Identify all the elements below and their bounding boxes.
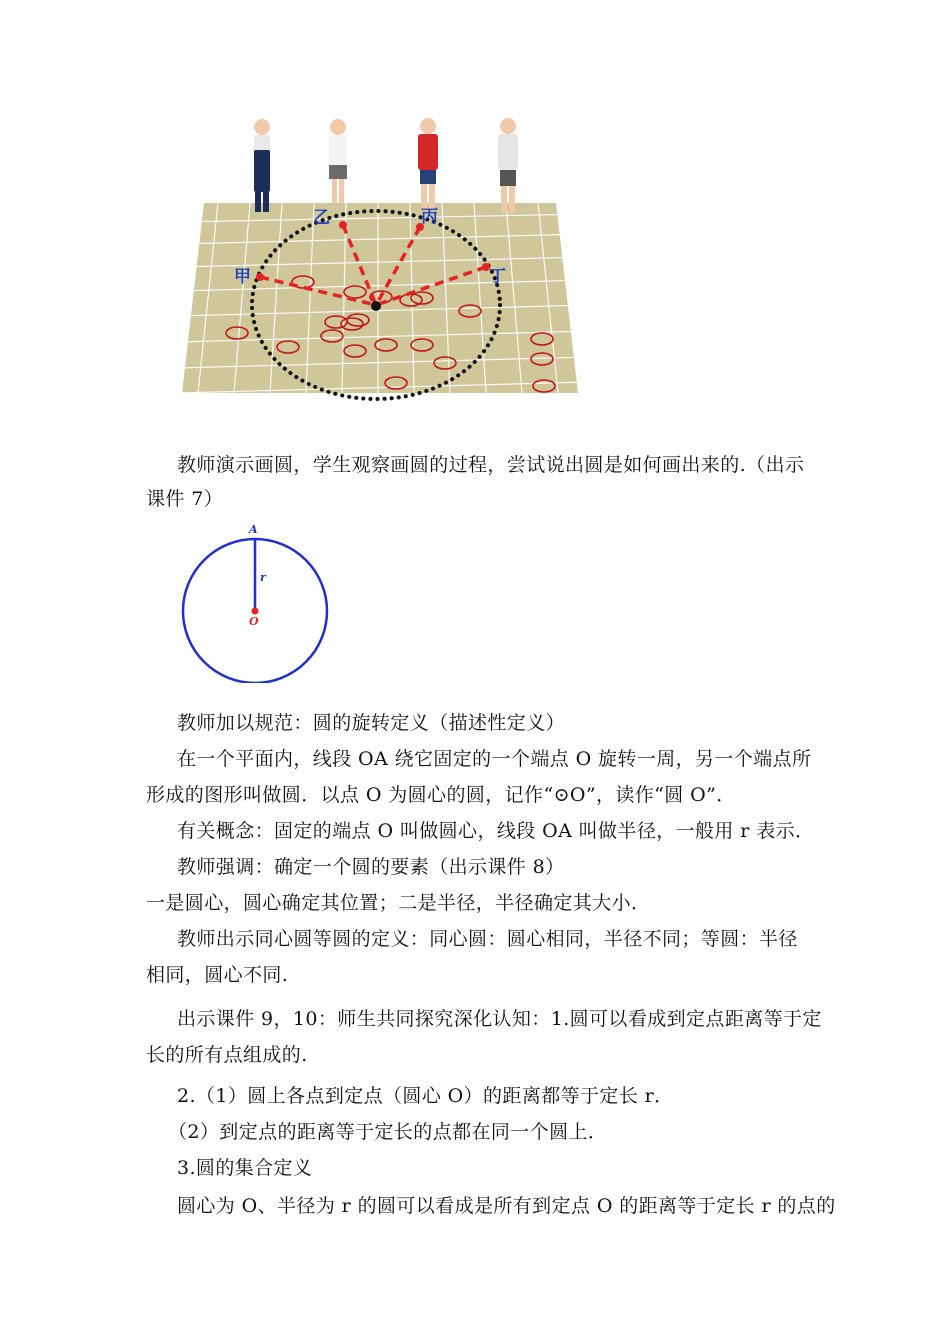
label-ding: 丁 bbox=[489, 267, 506, 287]
circle-drawing-scene-illustration bbox=[178, 110, 588, 415]
paragraph-normalize: 教师加以规范：圆的旋转定义（描述性定义） bbox=[177, 712, 566, 734]
paragraph-concentric-line1: 教师出示同心圆等圆的定义：同心圆：圆心相同，半径不同；等圆：半径 bbox=[177, 928, 798, 950]
label-yi: 乙 bbox=[313, 208, 330, 228]
paragraph-item-2-2: （2）到定点的距离等于定长的点都在同一个圆上． bbox=[168, 1121, 608, 1143]
paragraph-elements: 一是圆心，圆心确定其位置；二是半径，半径确定其大小． bbox=[146, 892, 651, 914]
child-figure bbox=[254, 119, 270, 212]
label-O: O bbox=[249, 615, 259, 628]
paragraph-demo-line1: 教师演示画圆，学生观察画圆的过程，尝试说出圆是如何画出来的.（出示 bbox=[177, 454, 805, 476]
child-figure bbox=[498, 118, 518, 212]
label-jia: 甲 bbox=[234, 267, 251, 287]
paragraph-demo-line2: 课件 7） bbox=[146, 488, 224, 510]
paragraph-set-definition: 圆心为 O、半径为 r 的圆可以看成是所有到定点 O 的距离等于定长 r 的点的 bbox=[177, 1195, 836, 1217]
center-point-O bbox=[252, 608, 259, 615]
paragraph-rotation-def-line2: 形成的图形叫做圆．以点 O 为圆心的圆，记作“⊙O”，读作“圆 O”． bbox=[146, 784, 736, 806]
paragraph-emphasis: 教师强调：确定一个圆的要素（出示课件 8） bbox=[177, 856, 565, 878]
center-stake bbox=[371, 301, 381, 311]
child-figure bbox=[418, 118, 438, 210]
paragraph-explore-line2: 长的所有点组成的. bbox=[146, 1044, 308, 1066]
label-A: A bbox=[249, 523, 258, 536]
child-figure bbox=[329, 119, 347, 203]
paragraph-rotation-def-line1: 在一个平面内，线段 OA 绕它固定的一个端点 O 旋转一周，另一个端点所 bbox=[177, 748, 812, 770]
circle-radius-diagram bbox=[178, 518, 333, 683]
paragraph-item-2-1: 2.（1）圆上各点到定点（圆心 O）的距离都等于定长 r． bbox=[177, 1085, 674, 1107]
paragraph-concepts: 有关概念：固定的端点 O 叫做圆心，线段 OA 叫做半径，一般用 r 表示． bbox=[177, 820, 815, 842]
label-bing: 丙 bbox=[421, 207, 438, 227]
paragraph-explore-line1: 出示课件 9，10：师生共同探究深化认知：1.圆可以看成到定点距离等于定 bbox=[177, 1008, 822, 1030]
paragraph-concentric-line2: 相同，圆心不同. bbox=[146, 964, 289, 986]
label-r: r bbox=[260, 571, 266, 584]
paragraph-item-3-heading: 3.圆的集合定义 bbox=[177, 1157, 313, 1179]
